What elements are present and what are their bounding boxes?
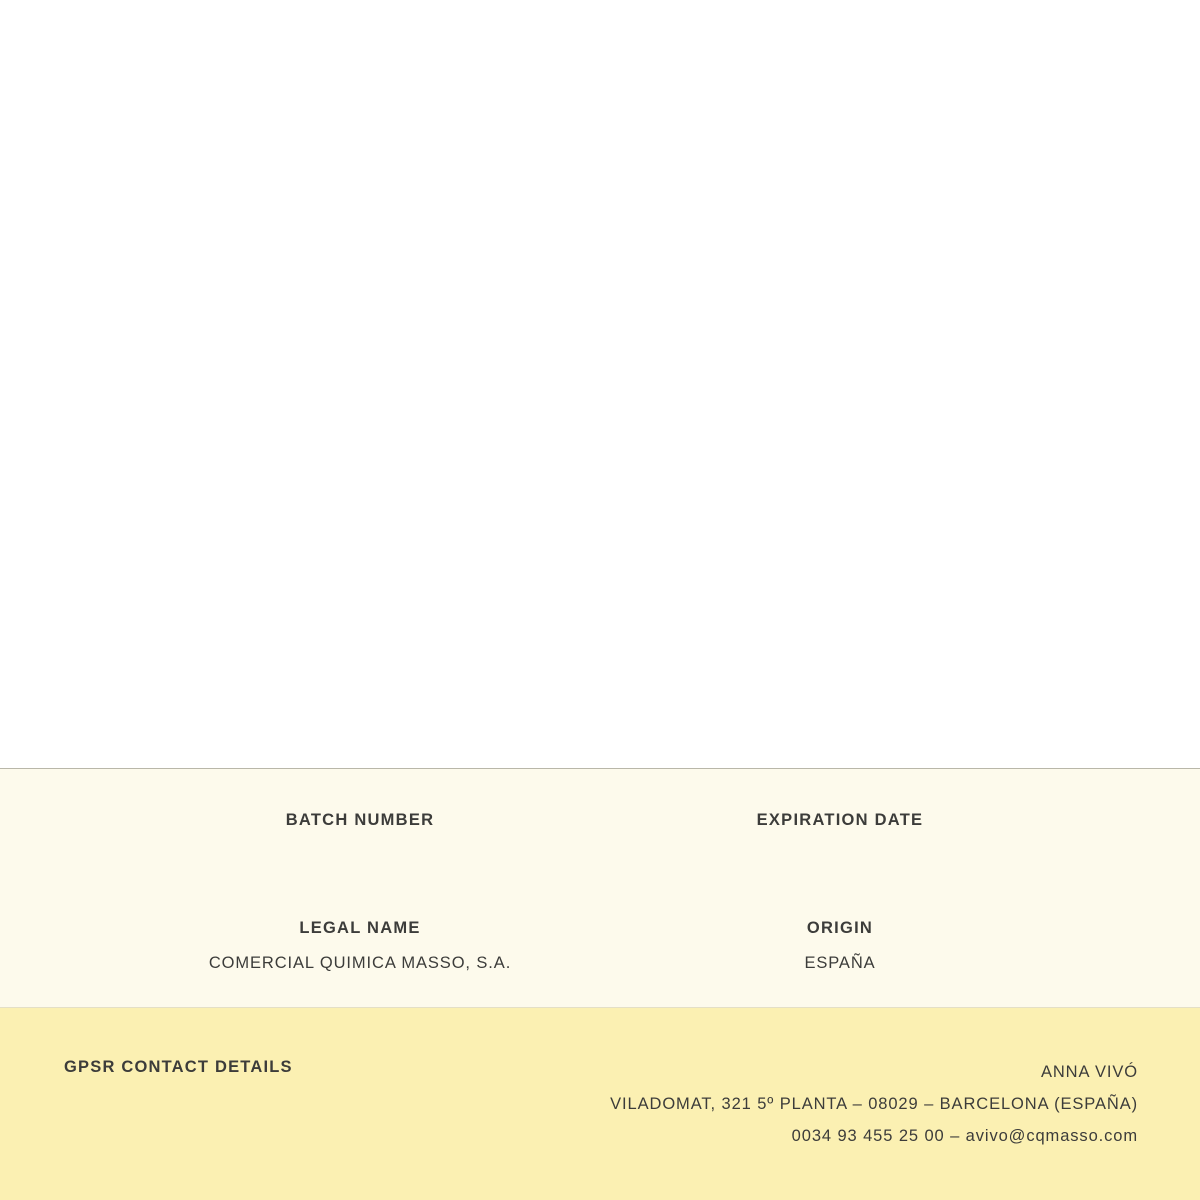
legal-name-label: LEGAL NAME [299,919,421,937]
gpsr-contact-panel [0,1008,1200,1200]
legal-name-value: COMERCIAL QUIMICA MASSO, S.A. [208,954,512,972]
contact-phone-email: 0034 93 455 25 00 – avivo@cqmasso.com [791,1127,1138,1146]
expiration-date-label: EXPIRATION DATE [756,811,924,829]
field-legal-name [180,919,540,973]
contact-person: ANNA VIVÓ [1040,1063,1138,1081]
batch-number-label: BATCH NUMBER [285,811,435,829]
info-panel [0,768,1200,1008]
origin-label: ORIGIN [806,919,874,937]
gpsr-contact-lines [610,1056,1138,1153]
field-expiration-date [660,811,1020,846]
contact-address: VILADOMAT, 321 5º PLANTA – 08029 – BARCELONA (ESPAÑA) [610,1095,1138,1114]
field-origin [660,919,1020,973]
gpsr-contact-title: GPSR CONTACT DETAILS [64,1058,293,1076]
field-batch-number [180,811,540,846]
info-grid [0,769,1200,1007]
origin-value: ESPAÑA [804,954,876,972]
